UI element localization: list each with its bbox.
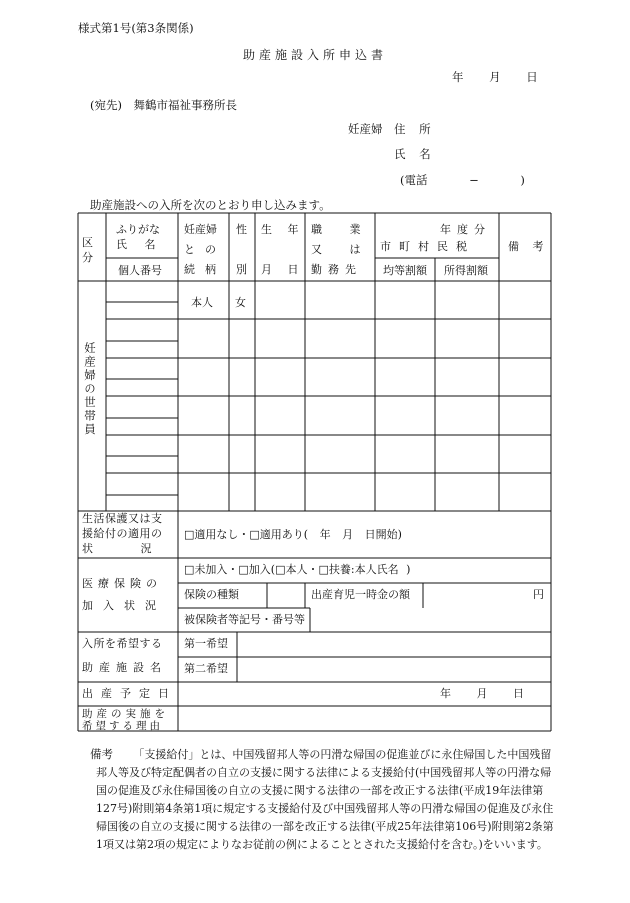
iryo-label-2: 加入状況 bbox=[82, 599, 166, 612]
ikuji-ichijikin-label: 出産育児一時金の額 bbox=[311, 588, 410, 601]
col-shimei: 氏 名 bbox=[116, 238, 156, 251]
col-shotoku: 所得割額 bbox=[444, 264, 488, 277]
applicant-label: 妊産婦 bbox=[348, 122, 383, 136]
iryo-kanyu-checkbox[interactable]: □未加入・□加入(□本人・□扶養:本人氏名 ) bbox=[184, 563, 411, 576]
kibo-label-1: 入所を希望する bbox=[82, 637, 163, 650]
col-seinen-1: 生 年 bbox=[261, 223, 299, 236]
yen-unit: 円 bbox=[533, 588, 544, 601]
seikatsu-value[interactable]: □適用なし・□適用あり( 年 月 日開始) bbox=[184, 528, 402, 541]
address-label[interactable]: 住 所 bbox=[394, 122, 431, 136]
hoken-shurui-label: 保険の種類 bbox=[184, 588, 239, 601]
phone-label[interactable]: (電話 − ) bbox=[400, 173, 525, 187]
col-kojin-bango: 個人番号 bbox=[118, 264, 162, 277]
iryo-label-1: 医療保険の bbox=[82, 577, 162, 590]
first-row-seibetsu: 女 bbox=[235, 296, 246, 309]
col-biko: 備 考 bbox=[508, 240, 544, 253]
note-label: 備考 bbox=[90, 747, 113, 761]
seikatsu-label-3: 状 況 bbox=[82, 542, 152, 555]
first-row-zokugara: 本人 bbox=[191, 296, 213, 309]
col-shokugyo-2: 又 は bbox=[311, 243, 361, 256]
date-line[interactable]: 年 月 日 bbox=[452, 70, 538, 84]
col-shokugyo-3: 勤務先 bbox=[311, 263, 362, 276]
form-number: 様式第1号(第3条関係) bbox=[78, 21, 194, 35]
row-label-household: 妊産婦の世帯員 bbox=[83, 342, 97, 437]
col-seibetsu-2: 別 bbox=[236, 263, 247, 276]
col-furigana: ふりがな bbox=[116, 223, 160, 236]
note-body: 「支援給付」とは、中国残留邦人等の円滑な帰国の促進並びに永住帰国した中国残留邦人等及び特定配偶者の自立の支援に関する法律による支援給付(中国残留邦人等の円滑な帰国の促進及び永住帰国後の自立の支援に関する法律の一部を改正する法律(平成19年法律第127号)附則第4条第1項に規定する支援給付及び中国残留邦人等の円滑な帰国の促進及び永住帰国後の自立の支援に関する法律の一部を改正する法律(平成25年法律第106号)附則第2条第1項又は第2項の規定によりなお従前の例によることとされた支援給付を含む。)をいいます。 bbox=[96, 748, 554, 851]
name-label[interactable]: 氏 名 bbox=[394, 147, 431, 161]
yotei-value[interactable]: 年 月 日 bbox=[440, 687, 524, 700]
col-kintou: 均等割額 bbox=[383, 264, 427, 277]
col-tax-year: 年度分 bbox=[440, 223, 491, 236]
col-seibetsu-1: 性 bbox=[236, 223, 247, 236]
page-title: 助産施設入所申込書 bbox=[242, 48, 387, 62]
daini-kibo-label: 第二希望 bbox=[184, 662, 228, 675]
riyu-label-2: 希望する理由 bbox=[82, 720, 163, 732]
col-zokugara-2: との bbox=[184, 243, 226, 256]
col-kubun: 区分 bbox=[82, 236, 93, 264]
intro-text: 助産施設への入所を次のとおり申し込みます。 bbox=[90, 198, 331, 212]
riyu-label-1: 助産の実施を bbox=[82, 708, 169, 720]
addressee: (宛先) 舞鶴市福祉事務所長 bbox=[90, 98, 237, 112]
daiichi-kibo-label: 第一希望 bbox=[184, 637, 228, 650]
kibo-label-2: 助産施設名 bbox=[82, 661, 167, 674]
col-zokugara-3: 続柄 bbox=[184, 263, 226, 276]
col-seinen-2: 月 日 bbox=[261, 263, 299, 276]
col-tax-title: 市町村民税 bbox=[380, 240, 475, 253]
hihokensha-label: 被保険者等記号・番号等 bbox=[184, 613, 305, 626]
col-zokugara-1: 妊産婦 bbox=[184, 223, 217, 236]
seikatsu-label-2: 援給付の適用の bbox=[82, 527, 163, 540]
yotei-label: 出産予定日 bbox=[82, 687, 177, 700]
seikatsu-label-1: 生活保護又は支 bbox=[82, 512, 163, 525]
col-shokugyo-1: 職 業 bbox=[311, 223, 361, 236]
